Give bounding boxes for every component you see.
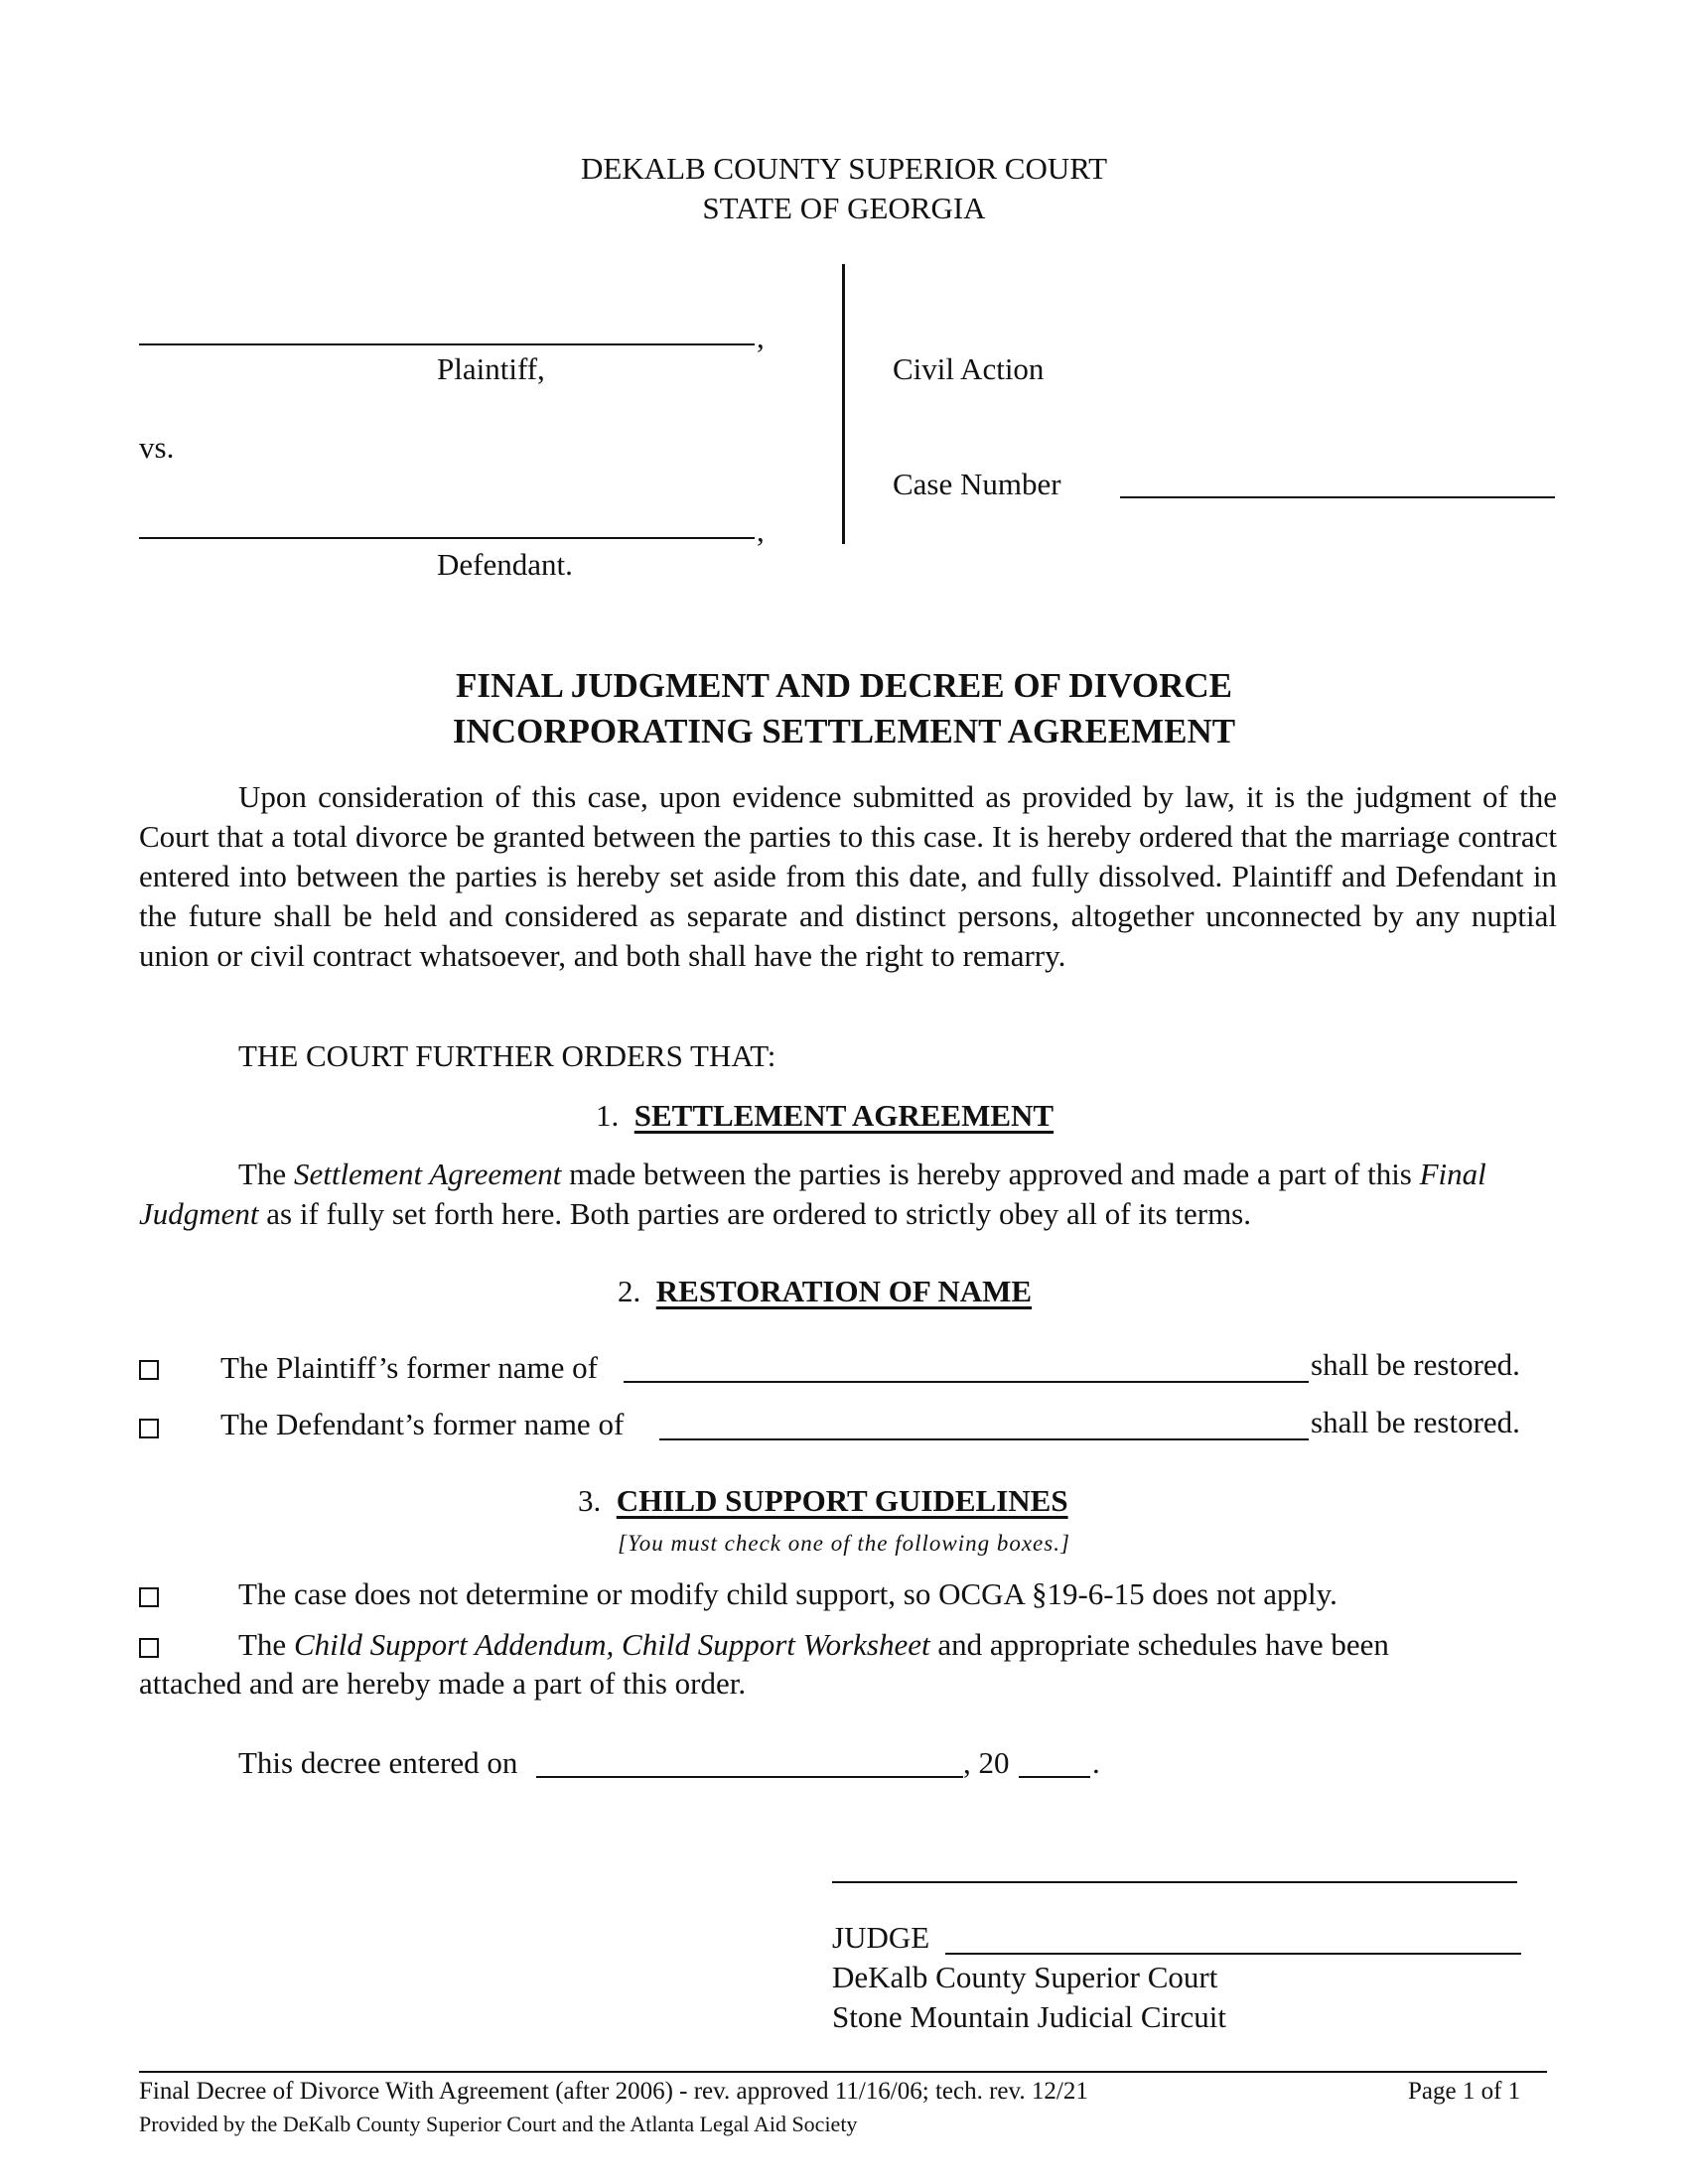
section1-italic-final-judgment: Final Judgment <box>139 1157 1486 1231</box>
document-title-line1: FINAL JUDGMENT AND DECREE OF DIVORCE <box>455 666 1232 705</box>
judge-circuit-name: Stone Mountain Judicial Circuit <box>832 1999 1226 2034</box>
court-state: STATE OF GEORGIA <box>702 191 986 225</box>
civil-action-label: Civil Action <box>893 351 1045 386</box>
section1-heading <box>596 1096 1054 1136</box>
child-support-instruction: [You must check one of the following boxes.] <box>618 1531 1070 1556</box>
footer-rule <box>139 2071 1547 2073</box>
further-orders: THE COURT FURTHER ORDERS THAT: <box>238 1038 776 1073</box>
defendant-comma: , <box>757 513 765 548</box>
section3-number: 3. <box>578 1483 602 1518</box>
child-support-addendum-text <box>238 1625 1389 1665</box>
defendant-former-name-line[interactable] <box>659 1438 1309 1440</box>
case-number-line[interactable] <box>1120 496 1555 498</box>
option2-text-part1: The <box>238 1627 294 1662</box>
section1-text-part1: The <box>238 1157 294 1191</box>
child-support-addendum-text-line2: attached and are hereby made a part of this order. <box>139 1666 747 1701</box>
section3-title: CHILD SUPPORT GUIDELINES <box>616 1483 1068 1518</box>
decree-period: . <box>1092 1745 1100 1780</box>
judge-label: JUDGE <box>832 1920 930 1955</box>
plaintiff-restored-label: shall be restored. <box>1311 1347 1520 1382</box>
plaintiff-former-name-label: The Plaintiff’s former name of <box>220 1350 598 1385</box>
section2-number: 2. <box>618 1274 641 1308</box>
footer-form-info: Final Decree of Divorce With Agreement (after 2006) - rev. approved 11/16/06; tech. rev. 12/21 <box>139 2078 1088 2105</box>
defendant-restored-label: shall be restored. <box>1311 1405 1520 1439</box>
section1-text-part2: made between the parties is hereby approved and made a part of this <box>561 1157 1420 1191</box>
section1-paragraph <box>139 1155 1557 1234</box>
section1-text <box>139 1155 1557 1234</box>
section1-title: SETTLEMENT AGREEMENT <box>633 1098 1055 1133</box>
decree-year-line[interactable] <box>1019 1776 1090 1778</box>
section1-number: 1. <box>596 1098 620 1133</box>
vs-label: vs. <box>139 430 175 465</box>
case-number-label: Case Number <box>893 467 1061 501</box>
no-child-support-text: The case does not determine or modify child support, so OCGA §19-6-15 does not apply. <box>238 1576 1337 1611</box>
section1-italic-settlement: Settlement Agreement <box>293 1157 562 1191</box>
judge-name-line[interactable] <box>945 1953 1521 1955</box>
section3-heading <box>578 1481 1068 1521</box>
section2-title: RESTORATION OF NAME <box>655 1274 1033 1308</box>
defendant-former-name-label: The Defendant’s former name of <box>220 1407 625 1441</box>
plaintiff-name-checkbox[interactable] <box>139 1360 159 1380</box>
decree-date-line[interactable] <box>536 1776 963 1778</box>
judge-court-name: DeKalb County Superior Court <box>832 1960 1218 1994</box>
option2-text-part2: and appropriate schedules have been <box>929 1627 1389 1662</box>
caption-divider <box>842 264 845 544</box>
court-name: DEKALB COUNTY SUPERIOR COURT <box>580 151 1108 186</box>
plaintiff-comma: , <box>757 320 765 354</box>
plaintiff-former-name-line[interactable] <box>624 1381 1309 1383</box>
defendant-name-line[interactable] <box>139 537 755 539</box>
section2-heading <box>618 1272 1032 1311</box>
intro-paragraph-text: Upon consideration of this case, upon evidence submitted as provided by law, it is the judgment of the Court that a total divorce be granted between the parties to this case. It is hereby ordered that the marriage contract entered into between the parties is hereby set aside from this date, and fully dissolved. Plaintiff and Defendant in the future shall be held and considered as separate and distinct persons, altogether unconnected by any nuptial union or civil contract whatsoever, and both shall have the right to remarry. <box>139 779 1557 973</box>
no-child-support-checkbox[interactable] <box>139 1587 159 1607</box>
option2-italic-docs: Child Support Addendum, Child Support Worksheet <box>293 1627 930 1662</box>
defendant-name-checkbox[interactable] <box>139 1419 159 1438</box>
plaintiff-label: Plaintiff, <box>437 351 545 386</box>
section1-text-part3: as if fully set forth here. Both parties are ordered to strictly obey all of its terms. <box>258 1196 1251 1231</box>
intro-paragraph <box>139 777 1557 976</box>
judge-signature-line[interactable] <box>832 1881 1517 1883</box>
document-title-line2: INCORPORATING SETTLEMENT AGREEMENT <box>452 712 1236 751</box>
decree-entered-label: This decree entered on <box>238 1745 518 1780</box>
footer-provided-by: Provided by the DeKalb County Superior Court and the Atlanta Legal Aid Society <box>139 2112 858 2136</box>
defendant-label: Defendant. <box>437 547 573 582</box>
decree-year-prefix: , 20 <box>963 1745 1010 1780</box>
plaintiff-name-line[interactable] <box>139 343 755 345</box>
child-support-addendum-checkbox[interactable] <box>139 1638 159 1658</box>
footer-page-number: Page 1 of 1 <box>1408 2078 1521 2105</box>
